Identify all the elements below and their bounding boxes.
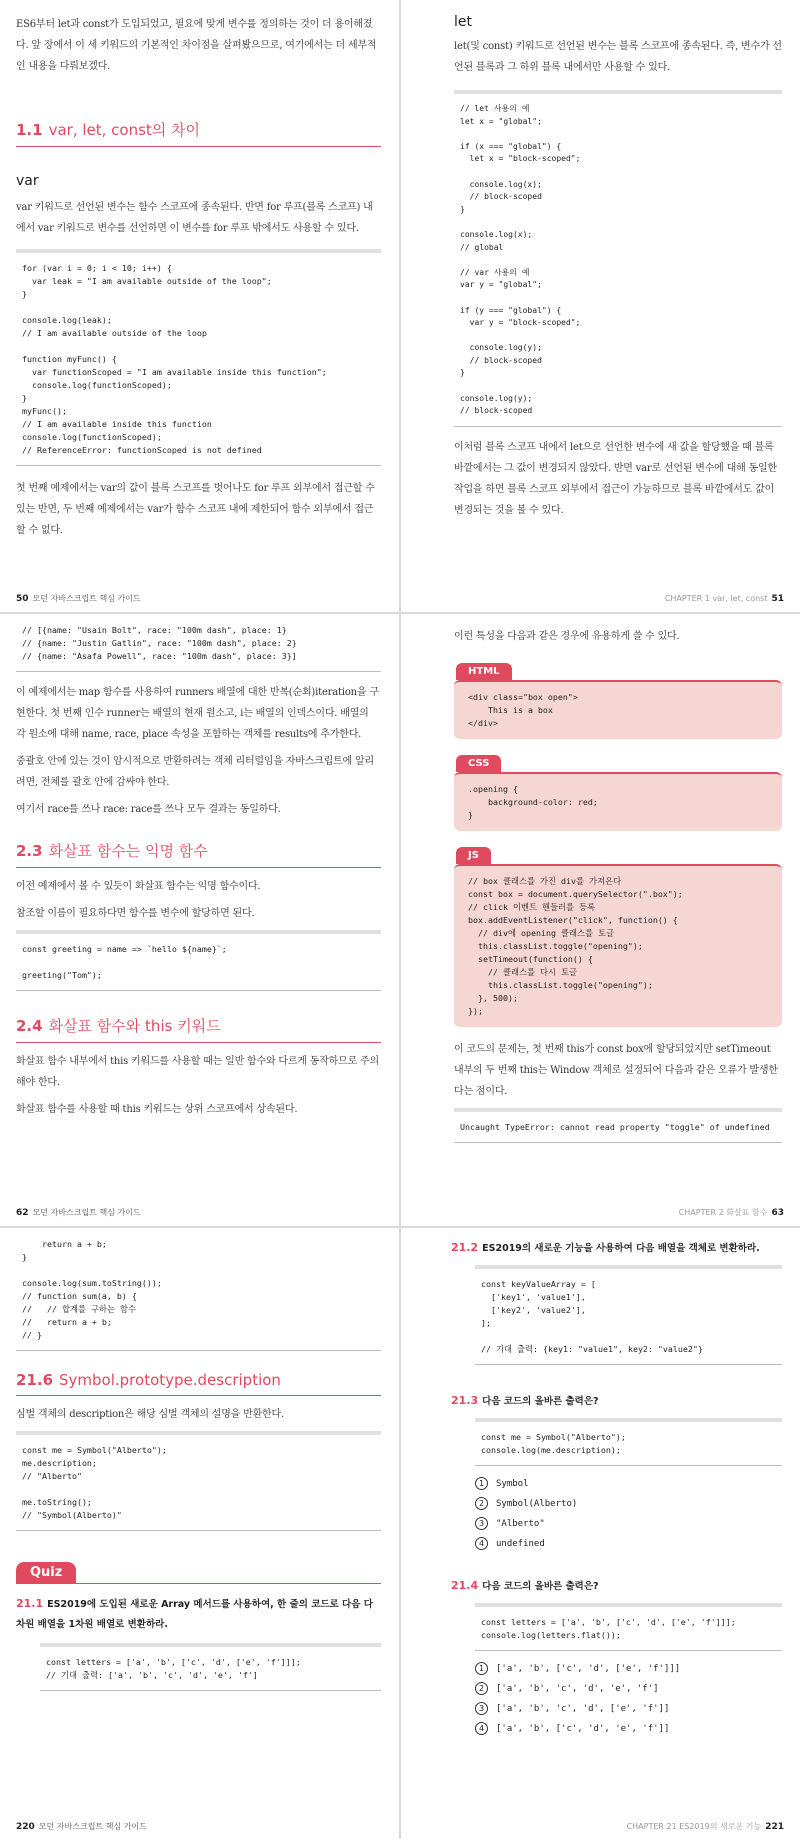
quiz-question — [451, 1576, 782, 1597]
assign-paragraph: 참조할 이름이 필요하다면 함수를 변수에 할당하면 된다. — [16, 908, 255, 919]
page-number: 221 — [765, 1822, 784, 1832]
answer-option: 4 ['a', 'b', ['c', 'd', 'e', 'f']] — [475, 1719, 782, 1739]
answer-option: 1 ['a', 'b', ['c', 'd', ['e', 'f']]] — [475, 1659, 782, 1679]
page-number: 62 — [16, 1208, 29, 1218]
option-marker: 4 — [475, 1537, 488, 1550]
option-marker: 2 — [475, 1497, 488, 1510]
option-marker: 3 — [475, 1702, 488, 1715]
code-block: for (var i = 0; i < 10; i++) { var leak = "I am available outside of the loop"; } console.log(leak); // I am available outside of the loop function myFunc() { var functionScoped = "I am available inside this function"; console.log(functionScoped); } myFunc(); // I am available inside this function console.log(functionScoped); // ReferenceError: functionScoped is not defined — [16, 249, 381, 466]
this-paragraph: 화살표 함수 내부에서 this 키워드를 사용할 때는 일반 함수와 다르게 동작하므로 주의해야 한다. — [16, 1056, 379, 1088]
inherit-paragraph: 화살표 함수를 사용할 때 this 키워드는 상위 스코프에서 상속된다. — [16, 1104, 298, 1115]
answer-options — [475, 1659, 782, 1739]
answer-option: 3 ['a', 'b', 'c', 'd', ['e', 'f']] — [475, 1699, 782, 1719]
problem-paragraph: 이 코드의 문제는, 첫 번째 this가 const box에 할당되었지만 setTimeout 내부의 두 번째 this는 Window 객체로 설정되어 다음과 같은 오류가 발생한다는 점이다. — [454, 1044, 778, 1097]
book-title: 모던 자바스크립트 핵심 가이드 — [32, 594, 141, 603]
section-number: 2.4 — [16, 1017, 43, 1035]
section-heading — [16, 840, 381, 861]
question-text: ES2019에 도입된 새로운 Array 메서드를 사용하여, 한 줄의 코드로 다음 다차원 배열을 1차원 배열로 변환하라. — [16, 1599, 373, 1630]
code-block: // [{name: "Usain Bolt", race: "100m dash", place: 1} // {name: "Justin Gatlin", race: "100m dash", place: 2} // {name: "Asafa Powell", race: "100m dash", place: 3}] — [16, 624, 381, 672]
description-paragraph: 심벌 객체의 description은 해당 심벌 객체의 설명을 반환한다. — [16, 1409, 284, 1420]
question-text: ES2019의 새로운 기능을 사용하여 다음 배열을 객체로 변환하라. — [482, 1243, 760, 1254]
option-marker: 4 — [475, 1722, 488, 1735]
quiz-code-block: const keyValueArray = [ ['key1', 'value1'], ['key2', 'value2'], ]; // 기대 출력: {key1: "value1", key2: "value2"} — [475, 1265, 782, 1365]
chapter-label: CHAPTER 21 ES2019의 새로운 기능 — [626, 1822, 762, 1831]
page-number: 50 — [16, 594, 29, 604]
page-63 — [401, 614, 800, 1226]
option-marker: 2 — [475, 1682, 488, 1695]
page-51 — [401, 0, 800, 612]
section-number: 1.1 — [16, 121, 43, 139]
js-tag: JS — [456, 847, 491, 864]
page-footer — [679, 1207, 784, 1218]
html-code-box: <div class="box open"> This is a box </div> — [454, 680, 782, 739]
section-number: 21.6 — [16, 1371, 54, 1389]
answer-option: 3 "Alberto" — [475, 1514, 782, 1534]
option-marker: 3 — [475, 1517, 488, 1530]
css-tag: CSS — [456, 755, 501, 772]
intro-paragraph: ES6부터 let과 const가 도입되었고, 필요에 맞게 변수를 정의하는 것이 더 용이해졌다. 앞 장에서 이 세 키워드의 기본적인 차이점을 살펴봤으므로, 여기에서는 더 세부적인 내용을 다뤄보겠다. — [16, 19, 377, 72]
page-number: 63 — [771, 1208, 784, 1218]
section-heading — [16, 1371, 381, 1389]
quiz-question — [451, 1391, 782, 1412]
question-number: 21.3 — [451, 1394, 479, 1407]
quiz-question — [451, 1238, 782, 1259]
html-tag: HTML — [456, 663, 512, 680]
chapter-label: CHAPTER 2 화살표 함수 — [678, 1208, 768, 1217]
race-paragraph: 여기서 race를 쓰나 race: race를 쓰나 모두 결과는 동일하다. — [16, 804, 281, 815]
outro-paragraph: 이처럼 블록 스코프 내에서 let으로 선언한 변수에 새 값을 할당했을 때 블록 바깥에서는 그 값이 변경되지 않았다. 반면 var로 선언된 변수에 대해 동일한 작업을 하면 블록 스코프 외부에서 접근이 가능하므로 블록 바깥에서도 값이 변경되는 것을 볼 수 있다. — [454, 441, 777, 516]
code-block: const greeting = name => `hello ${name}`; greeting("Tom"); — [16, 930, 381, 991]
section-heading — [16, 1015, 381, 1036]
section-number: 2.3 — [16, 842, 43, 860]
subsection-heading: var — [16, 173, 39, 189]
page-footer — [16, 593, 141, 604]
heading-rule — [16, 1395, 381, 1396]
page-number: 51 — [771, 594, 784, 604]
quiz-rule — [16, 1583, 381, 1584]
css-code-box: .opening { background-color: red; } — [454, 772, 782, 831]
heading-rule — [16, 1042, 381, 1043]
question-text: 다음 코드의 올바른 출력은? — [482, 1581, 599, 1592]
answer-option: 2 Symbol(Alberto) — [475, 1494, 782, 1514]
subsection-heading: let — [454, 14, 472, 30]
option-marker: 1 — [475, 1662, 488, 1675]
let-paragraph: let(및 const) 키워드로 선언된 변수는 블록 스코프에 종속된다. 즉, 변수가 선언된 블록과 그 하위 블록 내에서만 사용할 수 있다. — [454, 41, 782, 73]
option-marker: 1 — [475, 1477, 488, 1490]
question-number: 21.2 — [451, 1241, 479, 1254]
chapter-label: CHAPTER 1 var, let, const — [664, 594, 768, 603]
question-number: 21.4 — [451, 1579, 479, 1592]
anonymous-paragraph: 이전 예제에서 볼 수 있듯이 화살표 함수는 익명 함수이다. — [16, 881, 261, 892]
outro-paragraph: 첫 번째 예제에서는 var의 값이 블록 스코프를 벗어나도 for 루프 외부에서 접근할 수 있는 반면, 두 번째 예제에서는 var가 함수 스코프 내에 제한되어 함수 외부에서 접근할 수 없다. — [16, 483, 375, 536]
page-number: 220 — [16, 1822, 35, 1832]
section-title: 화살표 함수와 this 키워드 — [48, 1017, 221, 1035]
page-62 — [0, 614, 399, 1226]
page-footer — [627, 1821, 784, 1832]
question-number: 21.1 — [16, 1597, 44, 1610]
object-literal-paragraph: 중괄호 안에 있는 것이 암시적으로 반환하려는 객체 리터럴임을 자바스크립트에 알리려면, 전체를 괄호 안에 감싸야 한다. — [16, 756, 374, 788]
book-title: 모던 자바스크립트 핵심 가이드 — [32, 1208, 141, 1217]
section-heading — [16, 119, 381, 140]
quiz-badge: Quiz — [16, 1562, 76, 1583]
quiz-code-block: const letters = ['a', 'b', ['c', 'd', ['e', 'f']]]; console.log(letters.flat()); — [475, 1603, 782, 1651]
answer-option: 2 ['a', 'b', 'c', 'd', 'e', 'f'] — [475, 1679, 782, 1699]
code-block: // let 사용의 예 let x = "global"; if (x === "global") { let x = "block-scoped"; console.log(x); // block-scoped } console.log(x); // global // var 사용의 예 var y = "global"; if (y === "global") { var y = "block-scoped"; console.log(y); // block-scoped } console.log(y); // block-scoped — [454, 90, 782, 427]
section-title: Symbol.prototype.description — [59, 1371, 281, 1389]
page-221 — [401, 1228, 800, 1840]
page-footer — [16, 1821, 147, 1832]
intro-paragraph: 이런 특성을 다음과 같은 경우에 유용하게 쓸 수 있다. — [454, 631, 680, 642]
answer-option: 4 undefined — [475, 1534, 782, 1554]
section-title: var, let, const의 차이 — [48, 121, 201, 139]
quiz-code-block: const letters = ['a', 'b', ['c', 'd', ['e', 'f']]]; // 기대 출력: ['a', 'b', 'c', 'd', 'e', 'f'] — [40, 1643, 381, 1691]
js-code-box: // box 클래스를 가진 div를 가져온다 const box = document.querySelector(".box"); // click 이벤트 핸들러를 등록 box.addEventListener("click", function() { // div에 opening 클래스를 토글 this.classList.toggle("opening"); setTimeout(function() { // 클래스를 다시 토글 this.classList.toggle("opening"); }, 500); }); — [454, 864, 782, 1027]
answer-option: 1 Symbol — [475, 1474, 782, 1494]
map-paragraph: 이 예제에서는 map 함수를 사용하여 runners 배열에 대한 반복(순회)iteration을 구현한다. 첫 번째 인수 runner는 배열의 현재 원소고, i는 배열의 인덱스이다. 배열의 각 원소에 대해 name, race, place 속성을 포함하는 객체를 results에 추가한다. — [16, 687, 379, 740]
var-paragraph: var 키워드로 선언된 변수는 함수 스코프에 종속된다. 반면 for 루프(블록 스코프) 내에서 var 키워드로 변수를 선언하면 이 변수를 for 루프 밖에서도 사용할 수 있다. — [16, 202, 373, 234]
page-50 — [0, 0, 399, 612]
quiz-code-block: const me = Symbol("Alberto"); console.log(me.description); — [475, 1418, 782, 1466]
page-220 — [0, 1228, 399, 1840]
code-block: return a + b; } console.log(sum.toString()); // function sum(a, b) { // // 합계를 구하는 함수 // return a + b; // } — [16, 1238, 381, 1351]
error-code-block: Uncaught TypeError: cannot read property "toggle" of undefined — [454, 1108, 782, 1143]
code-block: const me = Symbol("Alberto"); me.description; // "Alberto" me.toString(); // "Symbol(Alberto)" — [16, 1431, 381, 1531]
heading-rule — [16, 867, 381, 868]
page-footer — [665, 594, 784, 604]
answer-options — [475, 1474, 782, 1554]
book-title: 모던 자바스크립트 핵심 가이드 — [38, 1822, 147, 1831]
page-footer — [16, 1207, 141, 1218]
section-title: 화살표 함수는 익명 함수 — [48, 842, 208, 860]
question-text: 다음 코드의 올바른 출력은? — [482, 1396, 599, 1407]
quiz-question — [16, 1594, 381, 1635]
